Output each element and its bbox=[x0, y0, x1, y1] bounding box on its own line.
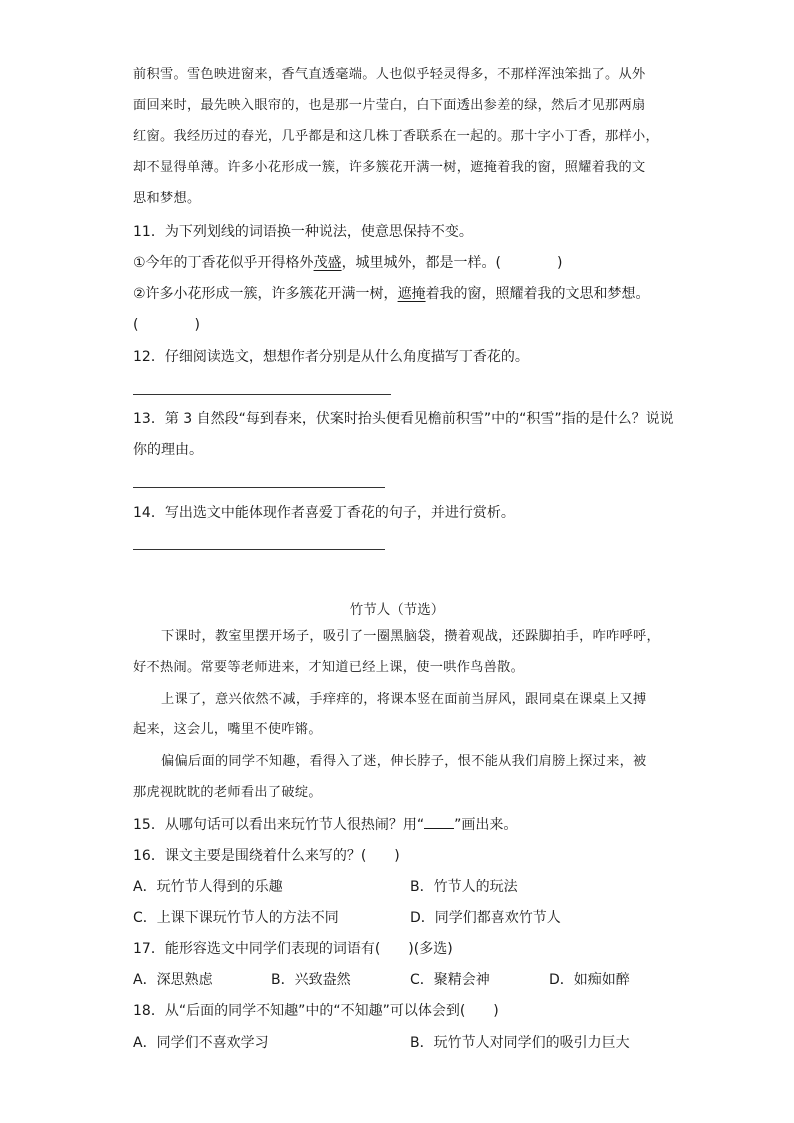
passage2-line: 那虎视眈眈的老师看出了破绽。 bbox=[133, 785, 322, 800]
passage1-line: 思和梦想。 bbox=[133, 191, 201, 206]
answer-line[interactable] bbox=[133, 394, 391, 395]
option-b[interactable]: B．玩竹节人对同学们的吸引力巨大 bbox=[410, 1035, 630, 1051]
option-d[interactable]: D．如痴如醉 bbox=[549, 972, 630, 988]
passage2-line: 下课时，教室里摆开场子，吸引了一圈黑脑袋，攒着观战，还跺脚拍手，咋咋呼呼， bbox=[161, 629, 661, 644]
question-13-line-1: 13．第 3 自然段“每到春来，伏案时抬头便看见檐前积雪”中的“积雪”指的是什么？说说 bbox=[133, 411, 674, 427]
underlined-word: 遮掩 bbox=[397, 286, 426, 302]
option-c[interactable]: C．聚精会神 bbox=[410, 972, 490, 988]
passage2-line: 上课了，意兴依然不减，手痒痒的，将课本竖在面前当屏风，跟同桌在课桌上又搏 bbox=[161, 692, 647, 707]
passage2-line: 偏偏后面的同学不知趣，看得入了迷，伸长脖子，恨不能从我们肩膀上探过来，被 bbox=[161, 754, 647, 769]
answer-line[interactable] bbox=[133, 549, 385, 550]
option-a[interactable]: A．深思熟虑 bbox=[133, 972, 213, 988]
question-11-item-2 bbox=[133, 284, 650, 304]
item-text: 着我的窗，照耀着我的文思和梦想。 bbox=[425, 286, 650, 302]
item-text: ②许多小花形成一簇，许多簇花开满一树， bbox=[133, 286, 398, 302]
question-17-stem: 17．能形容选文中同学们表现的词语有( )(多选) bbox=[133, 941, 453, 957]
item-text: ①今年的丁香花似乎开得格外 bbox=[133, 255, 314, 271]
passage1-line: 红窗。我经历过的春光，几乎都是和这几株丁香联系在一起的。那十字小丁香，那样小， bbox=[133, 129, 660, 144]
answer-parentheses[interactable]: ( ) bbox=[133, 317, 200, 333]
option-b[interactable]: B．兴致盎然 bbox=[271, 972, 351, 988]
answer-line[interactable] bbox=[133, 487, 385, 488]
passage1-line: 面回来时，最先映入眼帘的，也是那一片莹白，白下面透出参差的绿，然后才见那两扇 bbox=[133, 98, 646, 113]
option-a[interactable]: A．同学们不喜欢学习 bbox=[133, 1035, 269, 1051]
question-11-item-1 bbox=[133, 253, 563, 273]
item-text: ”画出来。 bbox=[454, 817, 518, 833]
passage1-line: 却不显得单薄。许多小花形成一簇，许多簇花开满一树，遮掩着我的窗，照耀着我的文 bbox=[133, 160, 646, 175]
question-18-stem: 18．从“后面的同学不知趣”中的“不知趣”可以体会到( ) bbox=[133, 1003, 499, 1019]
passage2-line: 好不热闹。常要等老师进来，才知道已经上课，使一哄作鸟兽散。 bbox=[133, 660, 525, 675]
option-c[interactable]: C．上课下课玩竹节人的方法不同 bbox=[133, 910, 339, 926]
passage2-title: 竹节人（节选） bbox=[349, 602, 445, 618]
question-16-stem: 16．课文主要是围绕着什么来写的？( ) bbox=[133, 848, 400, 864]
passage1-line: 前积雪。雪色映进窗来，香气直透毫端。人也似乎轻灵得多，不那样浑浊笨拙了。从外 bbox=[133, 67, 646, 82]
underline-mark bbox=[424, 816, 454, 829]
option-d[interactable]: D．同学们都喜欢竹节人 bbox=[410, 910, 561, 926]
item-text: ，城里城外，都是一样。( ) bbox=[341, 255, 563, 271]
underlined-word: 茂盛 bbox=[313, 255, 342, 271]
question-13-line-2: 你的理由。 bbox=[133, 442, 203, 458]
passage2-line: 起来，这会儿，嘴里不使咋锵。 bbox=[133, 722, 322, 737]
question-14-stem: 14．写出选文中能体现作者喜爱丁香花的句子，并进行赏析。 bbox=[133, 505, 515, 521]
question-15-stem bbox=[133, 815, 517, 835]
question-12-stem: 12．仔细阅读选文，想想作者分别是从什么角度描写丁香花的。 bbox=[133, 349, 529, 365]
option-a[interactable]: A．玩竹节人得到的乐趣 bbox=[133, 879, 283, 895]
option-b[interactable]: B．竹节人的玩法 bbox=[410, 879, 518, 895]
item-text: 15．从哪句话可以看出来玩竹节人很热闹？用“ bbox=[133, 817, 425, 833]
question-11-stem: 11．为下列划线的词语换一种说法，使意思保持不变。 bbox=[133, 224, 473, 240]
